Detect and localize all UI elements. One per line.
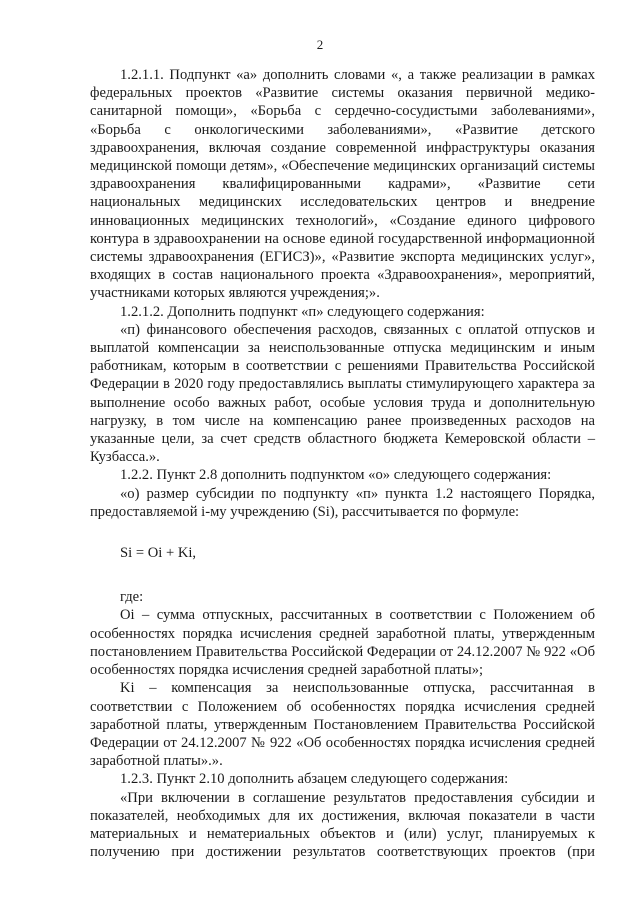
paragraph-1-2-1-1: 1.2.1.1. Подпункт «а» дополнить словами «, а также реализации в рамках федеральных проектов «Развитие системы оказания первичной медико-санитарной помощи», «Борьба с сердечно-сосудистыми заболеваниями», «Борьба с онкологическими заболеваниями», «Развитие детского здравоохранения, включая создание современной инфраструктуры оказания медицинской помощи детям», «Обеспечение медицинских организаций системы здравоохранения квалифицированными кадрами», «Развитие сети национальных медицинских исследовательских центров и внедрение инновационных медицинских технологий», «Создание единого цифрового контура в здравоохранении на основе единой государственной информационной системы здравоохранения (ЕГИСЗ)», «Развитие экспорта медицинских услуг», входящих в состав национального проекта «Здравоохранения», мероприятий, участниками которых являются учреждения;». (90, 67, 595, 302)
definition-oi: Oi – сумма отпускных, рассчитанных в соответствии с Положением об особенностях порядка исчисления средней заработной платы, утвержденным постановлением Правительства Российской Федерации от 24.12.2007 № 922 «Об особенностях порядка исчисления средней заработной платы»; (90, 607, 595, 679)
paragraph-1-2-3: 1.2.3. Пункт 2.10 дополнить абзацем следующего содержания: (120, 771, 509, 788)
definition-ki: Ki – компенсация за неиспользованные отпуска, рассчитанная в соответствии с Положением об особенностях порядка исчисления средней заработной платы, утвержденным Постановлением Правительства Российской Федерации от 24.12.2007 № 922 «Об особенностях порядка исчисления средней заработной платы».». (90, 680, 595, 770)
paragraph-subpoint-p: «п) финансового обеспечения расходов, связанных с оплатой отпусков и выплатой компенсации за неиспользованные отпуска медицинским и иным работникам, которым в соответствии с решениями Правительства Российской Федерации в 2020 году предоставлялись выплаты стимулирующего характера за выполнение особо важных работ, особые условия труда и дополнительную нагрузку, в том числе на компенсацию ранее произведенных расходов на указанные цели, за счет средств областного бюджета Кемеровской области – Кузбасса.». (90, 321, 595, 466)
paragraph-1-2-1-2: 1.2.1.2. Дополнить подпункт «п» следующего содержания: (120, 303, 485, 320)
paragraph-agreement-results: «При включении в соглашение результатов предоставления субсидии и показателей, необходимых для их достижения, включая показатели в части материальных и нематериальных объектов и (или) услуг, планируемых к получению при достижении результатов соответствующих проектов (при (90, 789, 595, 861)
formula-spacer (90, 562, 595, 588)
paragraph-1-2-2: 1.2.2. Пункт 2.8 дополнить подпунктом «о» следующего содержания: (120, 467, 552, 484)
subsidy-formula: Si = Oi + Ki, (120, 545, 197, 562)
document-body (90, 66, 595, 861)
page-number: 2 (316, 37, 324, 52)
where-label: где: (120, 589, 144, 606)
paragraph-subpoint-o: «о) размер субсидии по подпункту «п» пункта 1.2 настоящего Порядка, предоставляемой i-му учреждению (Si), рассчитывается по формуле: (90, 485, 595, 520)
